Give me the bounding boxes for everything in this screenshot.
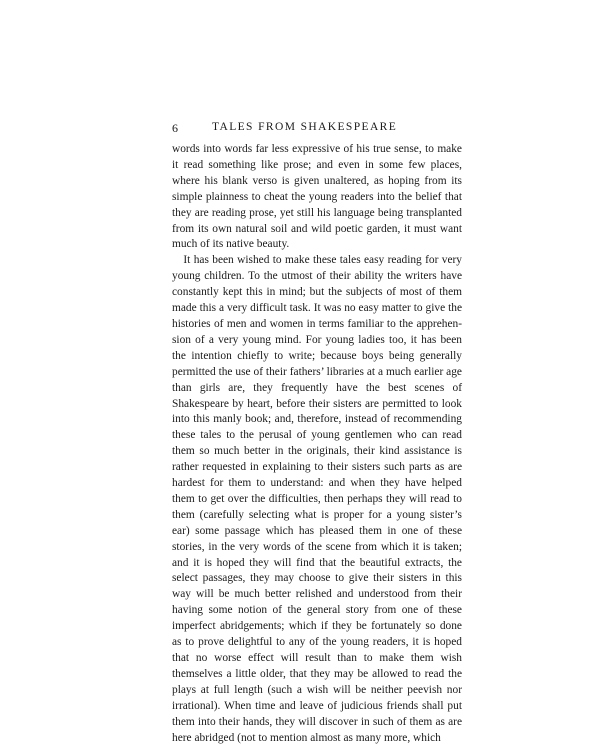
page-header bbox=[172, 121, 462, 139]
paragraph-continued: words into words far less expressive of his true sense, to make it read something like prose; and even in some few places, where his blank verso is given unaltered, as hoping from its simple plainness to cheat the young readers into the belief that they are reading prose, yet still his language being transplanted from its own natural soil and wild poetic garden, it must want much of its native beauty. bbox=[172, 143, 462, 251]
body-text bbox=[172, 142, 462, 746]
running-title: TALES FROM SHAKESPEARE bbox=[212, 121, 398, 133]
page-number: 6 bbox=[172, 121, 178, 135]
paragraph-readers: It has been wished to make these tales easy reading for very young children. To the utmost of their ability the writers have constantly kept this in mind; but the subjects of most of them made this a very difficult task. It was no easy matter to give the histories of men and women in terms familiar to the apprehension of a very young mind. For young ladies too, it has been the intention chiefly to write; because boys being generally permitted the use of their fathers’ libraries at a much earlier age than girls are, they frequently have the best scenes of Shakespeare by heart, before their sisters are permitted to look into this manly book; and, therefore, instead of recommending these tales to the perusal of young gentlemen who can read them so much better in the originals, their kind assistance is rather requested in explaining to their sisters such parts as are hardest for them to understand: and when they have helped them to get over the difficulties, then perhaps they will read to them (carefully selecting what is proper for a young sister’s ear) some passage which has pleased them in one of these stories, in the very words of the scene from which it is taken; and it is hoped they will find that the beautiful extracts, the select passages, they may choose to give their sisters in this way will be much better relished and understood from their having some notion of the general story from one of these imperfect abridgements; which if they be fortunately so done as to prove delightful to any of the young readers, it is hoped that no worse effect will result than to make them wish themselves a little older, that they may be allowed to read the plays at full length (such a wish will be neither peevish nor irrational). When time and leave of judicious friends shall put them into their hands, they will discover in such of them as are here abridged (not to mention almost as many more, which bbox=[172, 254, 462, 744]
